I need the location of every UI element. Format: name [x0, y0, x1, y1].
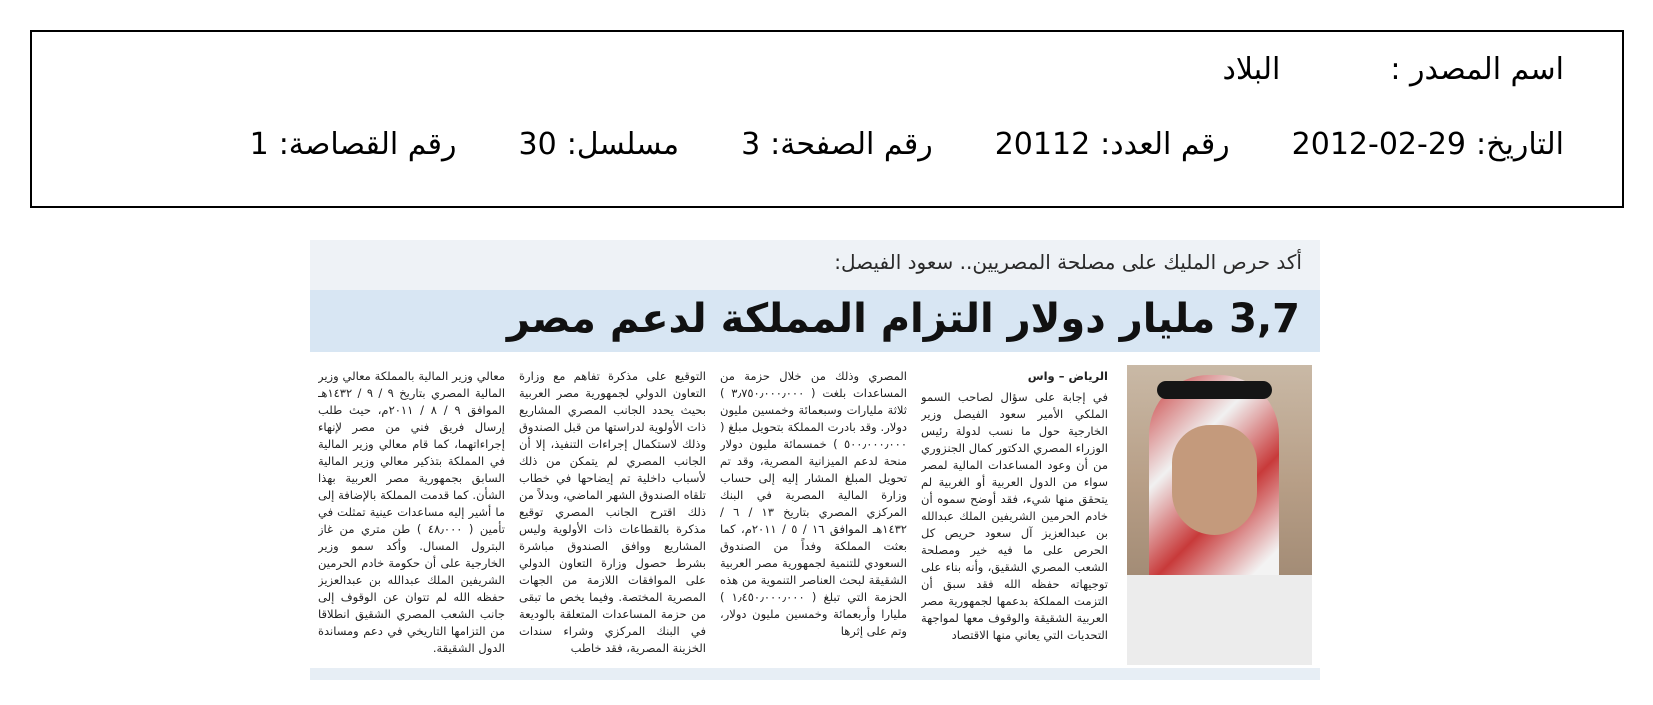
- photo-agal-shape: [1157, 381, 1272, 399]
- article-photo: [1127, 365, 1312, 665]
- article-headline: 3,7 مليار دولار التزام المملكة لدعم مصر: [506, 296, 1300, 342]
- article-kicker: أكد حرص المليك على مصلحة المصريين.. سعود الفيصل:: [834, 250, 1302, 274]
- source-row: [1223, 52, 1564, 87]
- date-label: التاريخ:: [1476, 127, 1564, 162]
- article-column-1: [921, 368, 1108, 668]
- serial-value: 30: [518, 127, 557, 162]
- photo-face-shape: [1172, 425, 1257, 535]
- date-value: 2012-02-29: [1291, 127, 1467, 162]
- issue-field: [995, 127, 1230, 162]
- article-dateline: الرياض – واس: [1027, 369, 1108, 383]
- page-label: رقم الصفحة:: [770, 127, 933, 162]
- article-column-4: معالي وزير المالية بالمملكة معالي وزير المالية المصري بتاريخ ٩ / ٩ / ١٤٣٢هـ الموافق ٩ / ٨ / ٢٠١١م، حيث طلب إرسال فريق فني من مصر لإنهاء إجراءاتهما، كما قام معالي وزير المالية في المملكة بتذكير معالي وزير المالية السابق بجمهورية مصر العربية بهذا الشأن. كما قدمت المملكة بالإضافة إلى ما أشير إليه مساعدات عينية تمثلت في تأمين ( ٤٨٫٠٠٠ ) طن متري من غاز البترول المسال. وأكد سمو وزير الخارجية على أن حكومة خادم الحرمين الشريفين الملك عبدالله بن عبدالعزيز حفظه الله لم تتوان عن الوقوف إلى جانب الشعب المصري الشقيق انطلاقا من التزامها التاريخي في دعم ومساندة الدول الشقيقة.: [318, 369, 505, 655]
- headline-band: [310, 290, 1320, 352]
- page-field: [741, 127, 933, 162]
- clip-field: [250, 127, 457, 162]
- article-columns: [318, 368, 1108, 668]
- article-column-2: المصري وذلك من خلال حزمة من المساعدات بلغت ( ٣٫٧٥٠٫٠٠٠٫٠٠٠ ) ثلاثة مليارات وسبعمائة وخمسين مليون دولار. وقد بادرت المملكة بتحويل مبلغ ( ٥٠٠٫٠٠٠٫٠٠٠ ) خمسمائة مليون دولار منحة لدعم الميزانية المصرية، وقد تم تحويل المبلغ المشار إليه إلى حساب وزارة المالية المصرية في البنك المركزي المصري بتاريخ ١٣ / ٦ / ١٤٣٢هـ الموافق ١٦ / ٥ / ٢٠١١م، كما بعثت المملكة وفداً من الصندوق السعودي للتنمية لجمهورية مصر العربية الشقيقة لبحث العناصر التنموية من هذه الحزمة التي تبلغ ( ١٫٤٥٠٫٠٠٠٫٠٠٠ ) مليارا وأربعمائة وخمسين مليون دولار، وتم على إثرها: [720, 369, 907, 638]
- newspaper-clipping: [310, 240, 1320, 680]
- issue-label: رقم العدد:: [1100, 127, 1230, 162]
- clip-label: رقم القصاصة:: [278, 127, 457, 162]
- source-metadata-box: [30, 30, 1624, 208]
- source-value: البلاد: [1222, 52, 1281, 87]
- page-value: 3: [741, 127, 761, 162]
- meta-row: [250, 127, 1564, 162]
- article-column-3: التوقيع على مذكرة تفاهم مع وزارة التعاون الدولي لجمهورية مصر العربية بحيث يحدد الجانب المصري المشاريع ذات الأولوية لدراستها من قبل الصندوق وذلك لاستكمال إجراءات التنفيذ، إلا أن الجانب المصري لم يتمكن من ذلك لأسباب داخلية تم إيضاحها في خطاب تلقاه الصندوق الشهر الماضي، وبدلاً من ذلك اقترح الجانب المصري توقيع مذكرة بالقطاعات ذات الأولوية وليس المشاريع ووافق الصندوق مباشرة بشرط حصول وزارة التعاون الدولي على الموافقات اللازمة من الجهات المصرية المختصة. وفيما يخص ما تبقى من حزمة المساعدات المتعلقة بالوديعة في البنك المركزي وشراء سندات الخزينة المصرية، فقد خاطب: [519, 369, 706, 655]
- clip-value: 1: [249, 127, 269, 162]
- article-column-1-text: في إجابة على سؤال لصاحب السمو الملكي الأمير سعود الفيصل وزير الخارجية حول ما نسب لدولة رئيس الوزراء المصري الدكتور كمال الجنزوري من أن وعود المساعدات المالية لمصر سواء من الدول العربية أو الغربية لم يتحقق منها شيء، فقد أوضح سموه أن خادم الحرمين الشريفين الملك عبدالله بن عبدالعزيز آل سعود حريص كل الحرص على ما فيه خير ومصلحة الشعب المصري الشقيق، وأنه بناء على توجيهاته حفظه الله فقد سبق أن التزمت المملكة بدعمها لجمهورية مصر العربية الشقيقة والوقوف معها لمواجهة التحديات التي يعاني منها الاقتصاد: [921, 390, 1108, 642]
- serial-label: مسلسل:: [566, 127, 680, 162]
- kicker-band: [310, 240, 1320, 290]
- serial-field: [519, 127, 680, 162]
- issue-value: 20112: [994, 127, 1091, 162]
- photo-thobe-shape: [1127, 575, 1312, 665]
- source-label: اسم المصدر :: [1390, 52, 1564, 87]
- date-field: [1292, 127, 1564, 162]
- clipping-bottom-strip: [310, 668, 1320, 680]
